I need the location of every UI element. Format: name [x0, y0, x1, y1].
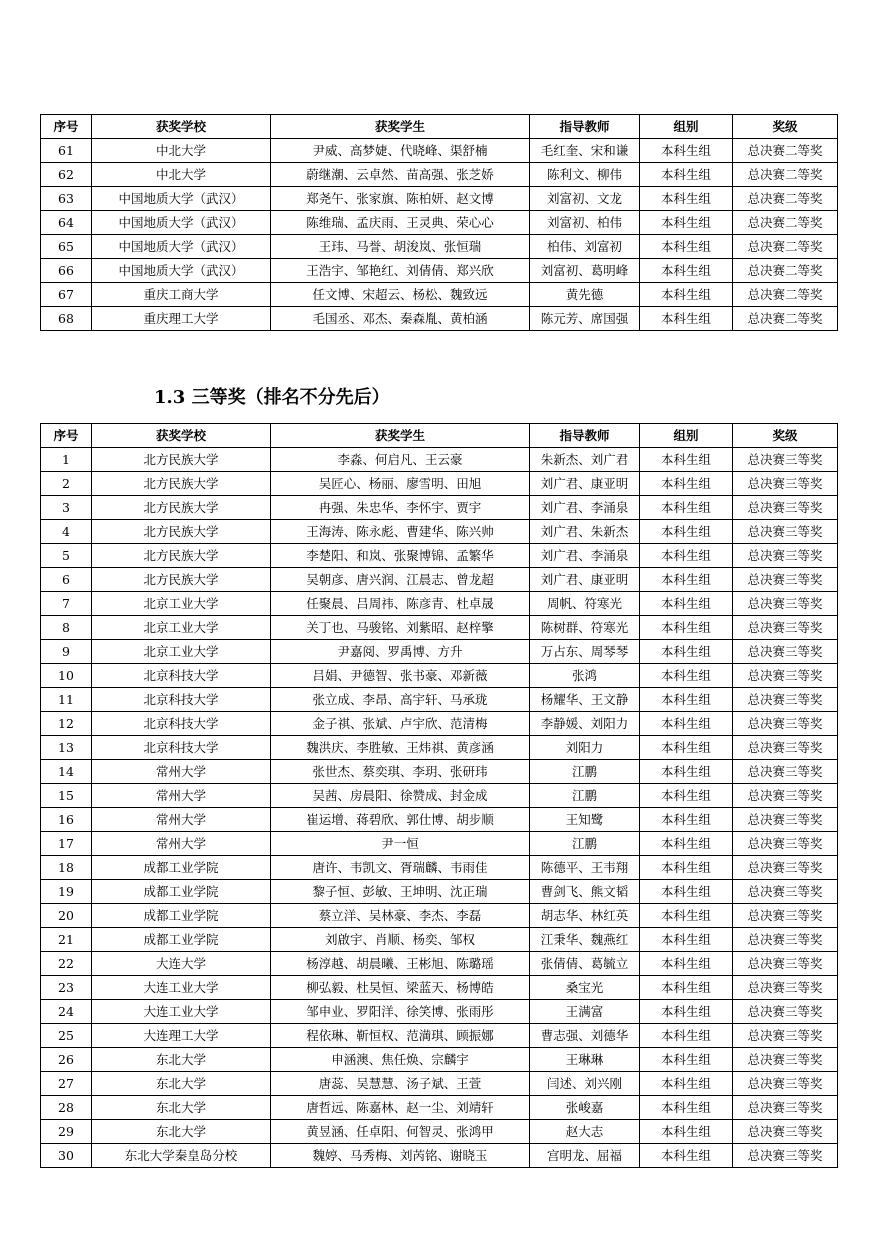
cell-award: 总决赛三等奖 — [733, 928, 838, 952]
cell-group: 本科生组 — [640, 1000, 733, 1024]
cell-no: 66 — [41, 259, 92, 283]
table-row — [41, 472, 838, 496]
cell-award: 总决赛三等奖 — [733, 496, 838, 520]
cell-group: 本科生组 — [640, 1048, 733, 1072]
cell-students: 柳弘毅、杜昊恒、梁蓝天、杨博皓 — [271, 976, 530, 1000]
cell-students: 陈维瑞、孟庆雨、王灵典、荣心心 — [271, 211, 530, 235]
cell-no: 9 — [41, 640, 92, 664]
cell-school: 北京科技大学 — [92, 736, 271, 760]
cell-group: 本科生组 — [640, 544, 733, 568]
cell-no: 5 — [41, 544, 92, 568]
cell-students: 崔运增、蒋碧欣、郭仕博、胡步顺 — [271, 808, 530, 832]
cell-group: 本科生组 — [640, 760, 733, 784]
cell-award: 总决赛三等奖 — [733, 1120, 838, 1144]
cell-group: 本科生组 — [640, 880, 733, 904]
table-row — [41, 568, 838, 592]
cell-teacher: 王满富 — [530, 1000, 640, 1024]
cell-students: 魏婷、马秀梅、刘芮铭、谢晓玉 — [271, 1144, 530, 1168]
cell-group: 本科生组 — [640, 640, 733, 664]
table-row — [41, 832, 838, 856]
cell-award: 总决赛三等奖 — [733, 736, 838, 760]
cell-group: 本科生组 — [640, 664, 733, 688]
cell-teacher: 赵大志 — [530, 1120, 640, 1144]
cell-school: 北方民族大学 — [92, 448, 271, 472]
cell-school: 北京工业大学 — [92, 592, 271, 616]
cell-school: 大连工业大学 — [92, 1000, 271, 1024]
cell-award: 总决赛三等奖 — [733, 832, 838, 856]
cell-group: 本科生组 — [640, 448, 733, 472]
table-row — [41, 1024, 838, 1048]
cell-group: 本科生组 — [640, 139, 733, 163]
cell-no: 19 — [41, 880, 92, 904]
cell-award: 总决赛三等奖 — [733, 1000, 838, 1024]
cell-no: 28 — [41, 1096, 92, 1120]
cell-group: 本科生组 — [640, 283, 733, 307]
table-row — [41, 259, 838, 283]
cell-school: 大连理工大学 — [92, 1024, 271, 1048]
cell-no: 15 — [41, 784, 92, 808]
cell-students: 李楚阳、和岚、张聚博锦、孟繁华 — [271, 544, 530, 568]
table-row — [41, 520, 838, 544]
cell-school: 东北大学 — [92, 1120, 271, 1144]
cell-teacher: 杨耀华、王文静 — [530, 688, 640, 712]
cell-award: 总决赛二等奖 — [733, 211, 838, 235]
cell-award: 总决赛三等奖 — [733, 1048, 838, 1072]
cell-school: 重庆理工大学 — [92, 307, 271, 331]
cell-school: 常州大学 — [92, 832, 271, 856]
cell-school: 常州大学 — [92, 760, 271, 784]
cell-award: 总决赛三等奖 — [733, 976, 838, 1000]
cell-group: 本科生组 — [640, 688, 733, 712]
cell-no: 7 — [41, 592, 92, 616]
cell-students: 任文博、宋超云、杨松、魏致远 — [271, 283, 530, 307]
cell-no: 26 — [41, 1048, 92, 1072]
cell-school: 北京工业大学 — [92, 616, 271, 640]
cell-no: 20 — [41, 904, 92, 928]
second-prize-table — [40, 114, 838, 331]
cell-students: 唐哲远、陈嘉林、赵一尘、刘靖轩 — [271, 1096, 530, 1120]
cell-no: 30 — [41, 1144, 92, 1168]
table-row — [41, 283, 838, 307]
cell-award: 总决赛三等奖 — [733, 520, 838, 544]
cell-students: 蔡立洋、吴林豪、李杰、李磊 — [271, 904, 530, 928]
cell-school: 中北大学 — [92, 163, 271, 187]
cell-teacher: 黄先德 — [530, 283, 640, 307]
cell-group: 本科生组 — [640, 520, 733, 544]
cell-teacher: 江鹏 — [530, 784, 640, 808]
cell-school: 中国地质大学（武汉） — [92, 235, 271, 259]
cell-no: 27 — [41, 1072, 92, 1096]
table-row — [41, 760, 838, 784]
cell-award: 总决赛三等奖 — [733, 1024, 838, 1048]
cell-students: 金子祺、张斌、卢宇欣、范清梅 — [271, 712, 530, 736]
cell-teacher: 曹剑飞、熊文韬 — [530, 880, 640, 904]
cell-students: 唐蕊、吴慧慧、汤子斌、王萱 — [271, 1072, 530, 1096]
section-heading: 1.3 三等奖（排名不分先后） — [154, 387, 390, 408]
cell-teacher: 刘富初、葛明峰 — [530, 259, 640, 283]
cell-group: 本科生组 — [640, 736, 733, 760]
cell-group: 本科生组 — [640, 187, 733, 211]
cell-group: 本科生组 — [640, 616, 733, 640]
cell-students: 关丁也、马骏铭、刘紫昭、赵梓擎 — [271, 616, 530, 640]
cell-no: 11 — [41, 688, 92, 712]
header-school: 获奖学校 — [92, 115, 271, 139]
table-row — [41, 592, 838, 616]
header-award: 奖级 — [733, 115, 838, 139]
cell-school: 北方民族大学 — [92, 472, 271, 496]
table-row — [41, 1000, 838, 1024]
cell-teacher: 曹志强、刘德华 — [530, 1024, 640, 1048]
header-row — [41, 115, 838, 139]
cell-teacher: 江鹏 — [530, 760, 640, 784]
header-group: 组别 — [640, 115, 733, 139]
table-row — [41, 1120, 838, 1144]
cell-teacher: 张鸿 — [530, 664, 640, 688]
cell-award: 总决赛三等奖 — [733, 568, 838, 592]
cell-group: 本科生组 — [640, 1120, 733, 1144]
cell-award: 总决赛三等奖 — [733, 880, 838, 904]
cell-teacher: 刘广君、李涌泉 — [530, 496, 640, 520]
table-row — [41, 307, 838, 331]
cell-school: 中国地质大学（武汉） — [92, 259, 271, 283]
cell-group: 本科生组 — [640, 472, 733, 496]
cell-no: 16 — [41, 808, 92, 832]
cell-teacher: 刘富初、柏伟 — [530, 211, 640, 235]
table-row — [41, 784, 838, 808]
table-row — [41, 664, 838, 688]
header-students: 获奖学生 — [271, 424, 530, 448]
cell-award: 总决赛二等奖 — [733, 163, 838, 187]
cell-teacher: 张峻嘉 — [530, 1096, 640, 1120]
cell-award: 总决赛三等奖 — [733, 616, 838, 640]
cell-teacher: 陈元芳、席国强 — [530, 307, 640, 331]
cell-students: 申涵澳、焦任焕、宗麟宇 — [271, 1048, 530, 1072]
cell-award: 总决赛三等奖 — [733, 856, 838, 880]
cell-teacher: 刘富初、文龙 — [530, 187, 640, 211]
cell-students: 张立成、李昂、高宇轩、马承珑 — [271, 688, 530, 712]
cell-group: 本科生组 — [640, 952, 733, 976]
cell-students: 王海涛、陈永彪、曹建华、陈兴帅 — [271, 520, 530, 544]
cell-group: 本科生组 — [640, 976, 733, 1000]
cell-school: 北京工业大学 — [92, 640, 271, 664]
cell-students: 程依琳、靳恒权、范満琪、顾振娜 — [271, 1024, 530, 1048]
cell-group: 本科生组 — [640, 211, 733, 235]
cell-school: 北方民族大学 — [92, 568, 271, 592]
cell-school: 北方民族大学 — [92, 496, 271, 520]
table-row — [41, 880, 838, 904]
cell-school: 北京科技大学 — [92, 664, 271, 688]
table-row — [41, 616, 838, 640]
table-row — [41, 688, 838, 712]
cell-award: 总决赛三等奖 — [733, 1072, 838, 1096]
cell-teacher: 宫明龙、屈福 — [530, 1144, 640, 1168]
cell-group: 本科生组 — [640, 496, 733, 520]
table-header — [41, 424, 838, 448]
cell-no: 61 — [41, 139, 92, 163]
cell-teacher: 刘广君、李涌泉 — [530, 544, 640, 568]
cell-school: 重庆工商大学 — [92, 283, 271, 307]
cell-students: 刘啟宇、肖顺、杨奕、邹权 — [271, 928, 530, 952]
cell-school: 北方民族大学 — [92, 544, 271, 568]
table-row — [41, 640, 838, 664]
cell-school: 北京科技大学 — [92, 688, 271, 712]
cell-award: 总决赛二等奖 — [733, 235, 838, 259]
cell-group: 本科生组 — [640, 307, 733, 331]
cell-no: 25 — [41, 1024, 92, 1048]
cell-no: 6 — [41, 568, 92, 592]
cell-no: 18 — [41, 856, 92, 880]
header-award: 奖级 — [733, 424, 838, 448]
table-row — [41, 544, 838, 568]
cell-students: 郑尧午、张家旗、陈柏妍、赵文博 — [271, 187, 530, 211]
cell-no: 17 — [41, 832, 92, 856]
cell-group: 本科生组 — [640, 808, 733, 832]
cell-teacher: 柏伟、刘富初 — [530, 235, 640, 259]
cell-group: 本科生组 — [640, 259, 733, 283]
cell-group: 本科生组 — [640, 832, 733, 856]
cell-teacher: 刘阳力 — [530, 736, 640, 760]
table-row — [41, 856, 838, 880]
table-row — [41, 1048, 838, 1072]
cell-award: 总决赛三等奖 — [733, 544, 838, 568]
cell-award: 总决赛三等奖 — [733, 1096, 838, 1120]
cell-no: 22 — [41, 952, 92, 976]
cell-school: 成都工业学院 — [92, 928, 271, 952]
cell-students: 吕娟、尹德智、张书豪、邓新薇 — [271, 664, 530, 688]
cell-students: 毛国丞、邓杰、秦森胤、黄柏涵 — [271, 307, 530, 331]
header-teacher: 指导教师 — [530, 424, 640, 448]
cell-teacher: 王知鹭 — [530, 808, 640, 832]
cell-teacher: 江秉华、魏燕红 — [530, 928, 640, 952]
cell-no: 62 — [41, 163, 92, 187]
cell-teacher: 陈德平、王韦翔 — [530, 856, 640, 880]
cell-award: 总决赛三等奖 — [733, 952, 838, 976]
cell-group: 本科生组 — [640, 784, 733, 808]
cell-students: 杨淳越、胡晨曦、王彬旭、陈璐瑶 — [271, 952, 530, 976]
cell-group: 本科生组 — [640, 1072, 733, 1096]
table-header — [41, 115, 838, 139]
cell-teacher: 刘广君、朱新杰 — [530, 520, 640, 544]
cell-group: 本科生组 — [640, 235, 733, 259]
cell-no: 1 — [41, 448, 92, 472]
cell-students: 李淼、何启凡、王云豪 — [271, 448, 530, 472]
cell-students: 尹一恒 — [271, 832, 530, 856]
header-no: 序号 — [41, 115, 92, 139]
cell-teacher: 毛红奎、宋和谦 — [530, 139, 640, 163]
cell-award: 总决赛三等奖 — [733, 592, 838, 616]
table-row — [41, 187, 838, 211]
table-row — [41, 235, 838, 259]
table-row — [41, 1096, 838, 1120]
table-row — [41, 139, 838, 163]
table-row — [41, 976, 838, 1000]
header-teacher: 指导教师 — [530, 115, 640, 139]
cell-students: 吴茜、房晨阳、徐赞成、封金成 — [271, 784, 530, 808]
cell-award: 总决赛三等奖 — [733, 760, 838, 784]
table-row — [41, 1072, 838, 1096]
cell-teacher: 桑宝光 — [530, 976, 640, 1000]
cell-teacher: 周帆、符寒光 — [530, 592, 640, 616]
cell-group: 本科生组 — [640, 712, 733, 736]
cell-teacher: 陈树群、符寒光 — [530, 616, 640, 640]
header-no: 序号 — [41, 424, 92, 448]
cell-no: 4 — [41, 520, 92, 544]
cell-award: 总决赛三等奖 — [733, 712, 838, 736]
table-row — [41, 928, 838, 952]
cell-school: 大连大学 — [92, 952, 271, 976]
cell-award: 总决赛三等奖 — [733, 472, 838, 496]
cell-teacher: 李静媛、刘阳力 — [530, 712, 640, 736]
cell-students: 王玮、马誉、胡浚岚、张恒瑞 — [271, 235, 530, 259]
cell-students: 冉强、朱忠华、李怀宇、贾宇 — [271, 496, 530, 520]
cell-students: 尹嘉阅、罗禹博、方升 — [271, 640, 530, 664]
table-row — [41, 163, 838, 187]
cell-award: 总决赛三等奖 — [733, 784, 838, 808]
cell-students: 唐许、韦凯文、胥瑞麟、韦雨佳 — [271, 856, 530, 880]
cell-teacher: 万占东、周琴琴 — [530, 640, 640, 664]
table-row — [41, 904, 838, 928]
cell-award: 总决赛二等奖 — [733, 307, 838, 331]
cell-award: 总决赛三等奖 — [733, 808, 838, 832]
cell-award: 总决赛三等奖 — [733, 688, 838, 712]
cell-no: 12 — [41, 712, 92, 736]
cell-students: 任聚晨、吕周祎、陈彦青、杜卓晟 — [271, 592, 530, 616]
cell-school: 常州大学 — [92, 784, 271, 808]
cell-teacher: 陈利文、柳伟 — [530, 163, 640, 187]
table-row — [41, 496, 838, 520]
cell-students: 蔚继潮、云卓然、苗高强、张芝娇 — [271, 163, 530, 187]
cell-students: 尹威、高梦婕、代晓峰、渠舒楠 — [271, 139, 530, 163]
table-body — [41, 139, 838, 331]
cell-award: 总决赛三等奖 — [733, 448, 838, 472]
cell-teacher: 张倩倩、葛毓立 — [530, 952, 640, 976]
cell-group: 本科生组 — [640, 928, 733, 952]
cell-no: 63 — [41, 187, 92, 211]
cell-award: 总决赛二等奖 — [733, 139, 838, 163]
cell-school: 东北大学 — [92, 1096, 271, 1120]
cell-teacher: 刘广君、康亚明 — [530, 568, 640, 592]
table-row — [41, 712, 838, 736]
header-group: 组别 — [640, 424, 733, 448]
cell-group: 本科生组 — [640, 592, 733, 616]
cell-no: 64 — [41, 211, 92, 235]
cell-school: 东北大学秦皇岛分校 — [92, 1144, 271, 1168]
cell-teacher: 刘广君、康亚明 — [530, 472, 640, 496]
header-row — [41, 424, 838, 448]
cell-no: 13 — [41, 736, 92, 760]
cell-school: 成都工业学院 — [92, 880, 271, 904]
cell-school: 东北大学 — [92, 1048, 271, 1072]
cell-school: 中国地质大学（武汉） — [92, 211, 271, 235]
cell-school: 东北大学 — [92, 1072, 271, 1096]
cell-students: 张世杰、蔡奕琪、李玥、张研玮 — [271, 760, 530, 784]
header-school: 获奖学校 — [92, 424, 271, 448]
cell-group: 本科生组 — [640, 163, 733, 187]
table-body — [41, 448, 838, 1168]
cell-no: 68 — [41, 307, 92, 331]
cell-school: 大连工业大学 — [92, 976, 271, 1000]
table-row — [41, 1144, 838, 1168]
cell-school: 北方民族大学 — [92, 520, 271, 544]
cell-group: 本科生组 — [640, 1024, 733, 1048]
cell-no: 29 — [41, 1120, 92, 1144]
cell-teacher: 王琳琳 — [530, 1048, 640, 1072]
cell-group: 本科生组 — [640, 856, 733, 880]
third-prize-table — [40, 423, 838, 1168]
cell-no: 23 — [41, 976, 92, 1000]
table-row — [41, 808, 838, 832]
cell-award: 总决赛二等奖 — [733, 283, 838, 307]
cell-no: 10 — [41, 664, 92, 688]
cell-school: 中北大学 — [92, 139, 271, 163]
cell-award: 总决赛二等奖 — [733, 187, 838, 211]
table-row — [41, 736, 838, 760]
cell-no: 3 — [41, 496, 92, 520]
cell-no: 24 — [41, 1000, 92, 1024]
cell-teacher: 胡志华、林红英 — [530, 904, 640, 928]
cell-teacher: 江鹏 — [530, 832, 640, 856]
cell-school: 北京科技大学 — [92, 712, 271, 736]
cell-award: 总决赛三等奖 — [733, 664, 838, 688]
table-row — [41, 211, 838, 235]
cell-school: 中国地质大学（武汉） — [92, 187, 271, 211]
cell-no: 21 — [41, 928, 92, 952]
cell-award: 总决赛三等奖 — [733, 640, 838, 664]
cell-students: 王浩宇、邹艳红、刘倩倩、郑兴欣 — [271, 259, 530, 283]
cell-no: 8 — [41, 616, 92, 640]
table-row — [41, 448, 838, 472]
cell-students: 吴匠心、杨丽、廖雪明、田旭 — [271, 472, 530, 496]
cell-award: 总决赛二等奖 — [733, 259, 838, 283]
cell-group: 本科生组 — [640, 1096, 733, 1120]
cell-school: 常州大学 — [92, 808, 271, 832]
cell-school: 成都工业学院 — [92, 904, 271, 928]
cell-students: 黄昱涵、任卓阳、何智灵、张鸿甲 — [271, 1120, 530, 1144]
cell-school: 成都工业学院 — [92, 856, 271, 880]
cell-no: 67 — [41, 283, 92, 307]
cell-award: 总决赛三等奖 — [733, 1144, 838, 1168]
cell-no: 2 — [41, 472, 92, 496]
cell-students: 吴朝彦、唐兴润、江晨志、曾龙超 — [271, 568, 530, 592]
cell-award: 总决赛三等奖 — [733, 904, 838, 928]
cell-no: 14 — [41, 760, 92, 784]
table-row — [41, 952, 838, 976]
cell-teacher: 闫述、刘兴刚 — [530, 1072, 640, 1096]
header-students: 获奖学生 — [271, 115, 530, 139]
cell-group: 本科生组 — [640, 904, 733, 928]
cell-group: 本科生组 — [640, 568, 733, 592]
cell-group: 本科生组 — [640, 1144, 733, 1168]
cell-students: 黎子恒、彭敏、王坤明、沈正瑞 — [271, 880, 530, 904]
cell-no: 65 — [41, 235, 92, 259]
cell-students: 邹申业、罗阳洋、徐笑博、张雨彤 — [271, 1000, 530, 1024]
cell-students: 魏洪庆、李胜敏、王炜祺、黄彦涵 — [271, 736, 530, 760]
cell-teacher: 朱新杰、刘广君 — [530, 448, 640, 472]
